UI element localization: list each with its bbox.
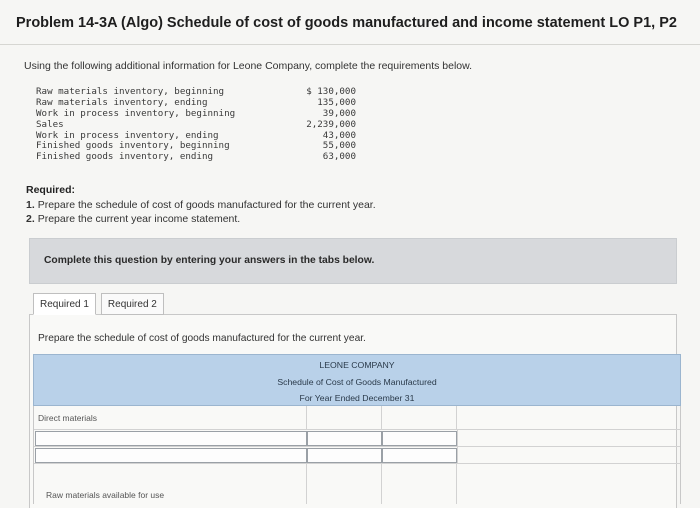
info-label: Work in process inventory, beginning <box>36 107 236 119</box>
amount-input[interactable] <box>307 431 382 446</box>
info-label: Raw materials inventory, beginning <box>36 86 225 97</box>
amount-cell <box>456 464 680 504</box>
schedule-title: Schedule of Cost of Goods Manufactured <box>277 377 437 387</box>
amount-cell <box>456 406 680 429</box>
question-instruction-text: Complete this question by entering your answers in the tabs below. <box>44 255 375 266</box>
row-label-direct-materials: Direct materials <box>38 413 98 423</box>
intro-text: Using the following additional information for Leone Company, complete the requirements below. <box>24 60 473 72</box>
tab-prompt: Prepare the schedule of cost of goods manufactured for the current year. <box>38 333 366 344</box>
table-row <box>34 447 680 464</box>
amount-cell <box>382 448 457 463</box>
tab-required-1[interactable]: Required 1 <box>33 293 96 315</box>
required-item-text: Prepare the schedule of cost of goods manufactured for the current year. <box>37 199 376 211</box>
info-label: Finished goods inventory, beginning <box>36 140 230 152</box>
tab-required-2[interactable]: Required 2 <box>101 293 164 315</box>
required-item-number: 1. <box>26 199 35 211</box>
amount-cell <box>457 430 680 446</box>
requirement-tabs <box>33 293 164 315</box>
title-divider <box>0 44 700 45</box>
info-label: Finished goods inventory, ending <box>36 151 214 163</box>
info-label: Raw materials inventory, ending <box>36 96 208 108</box>
required-item-number: 2. <box>26 213 35 225</box>
question-instruction-bar <box>29 238 677 284</box>
table-row <box>34 430 680 447</box>
amount-cell <box>381 464 456 504</box>
info-row <box>36 120 356 131</box>
info-label: Work in process inventory, ending <box>36 129 219 141</box>
info-value: 63,000 <box>322 151 356 163</box>
amount-cell <box>457 447 680 463</box>
schedule-table <box>33 406 681 504</box>
row-label-raw-materials-available: Raw materials available for use <box>46 490 165 500</box>
line-item-input[interactable] <box>35 431 307 446</box>
info-value: 39,000 <box>322 107 356 119</box>
problem-title: Problem 14-3A (Algo) Schedule of cost of goods manufactured and income statement LO P1, P2 <box>16 15 677 31</box>
amount-cell <box>306 406 381 429</box>
required-item <box>26 212 666 226</box>
schedule-period: For Year Ended December 31 <box>299 393 415 403</box>
required-item-text: Prepare the current year income statement. <box>37 213 241 225</box>
info-value: 55,000 <box>322 140 356 152</box>
info-table <box>36 87 356 163</box>
info-label: Sales <box>36 118 64 130</box>
table-row <box>34 464 680 504</box>
table-row <box>34 406 680 430</box>
schedule-header <box>33 354 681 406</box>
info-row <box>36 152 356 163</box>
amount-cell <box>306 464 381 504</box>
schedule-company-name: LEONE COMPANY <box>319 360 395 370</box>
amount-input[interactable] <box>307 448 382 463</box>
amount-cell <box>382 431 457 446</box>
info-value: $ 130,000 <box>306 86 356 97</box>
info-value: 2,239,000 <box>306 118 356 130</box>
required-list <box>26 198 666 226</box>
required-heading: Required: <box>26 184 76 196</box>
info-value: 135,000 <box>317 96 356 108</box>
line-item-input[interactable] <box>35 448 307 463</box>
amount-cell <box>381 406 456 429</box>
required-item <box>26 198 666 212</box>
info-value: 43,000 <box>322 129 356 141</box>
